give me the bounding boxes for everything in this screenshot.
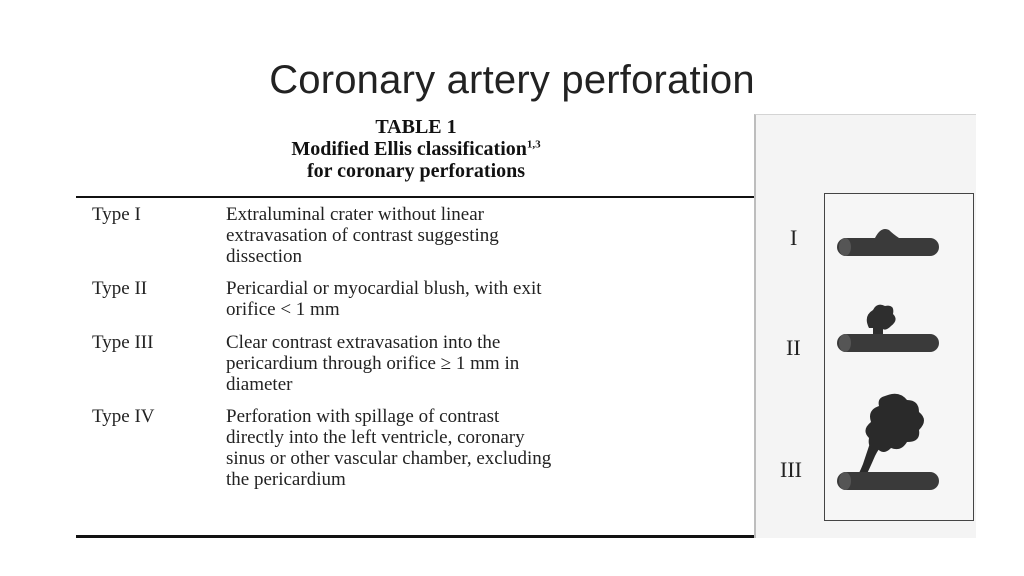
row-type: Type II — [92, 278, 148, 299]
row-description-line: the pericardium — [226, 469, 346, 490]
type-label-i: I — [790, 225, 798, 250]
table-caption-line1: TABLE 1 — [375, 116, 457, 138]
row-description-line: Extraluminal crater without linear — [226, 204, 484, 225]
table-caption — [76, 112, 756, 182]
vessel-type-ii-icon — [833, 298, 945, 358]
row-description-line: pericardium through orifice ≥ 1 mm in — [226, 353, 520, 374]
row-description-line: sinus or other vascular chamber, excluding — [226, 448, 552, 469]
row-description-line: Pericardial or myocardial blush, with exit — [226, 278, 542, 299]
row-description — [226, 332, 751, 395]
row-description — [226, 406, 751, 490]
row-description — [226, 204, 751, 267]
table-caption-line3: for coronary perforations — [306, 160, 526, 182]
table-top-rule — [76, 196, 756, 198]
perforation-diagram — [754, 114, 976, 538]
row-description-line: diameter — [226, 374, 293, 395]
row-type: Type I — [92, 204, 141, 225]
row-description-line: Perforation with spillage of contrast — [226, 406, 500, 427]
row-description-line: dissection — [226, 246, 302, 267]
row-description-line: extravasation of contrast suggesting — [226, 225, 499, 246]
type-label-iii: III — [780, 457, 802, 482]
row-description-line: orifice < 1 mm — [226, 299, 340, 320]
table-caption-superscript: 1,3 — [526, 138, 541, 151]
table-row — [76, 204, 756, 267]
table-rows — [76, 204, 756, 490]
diagram-frame — [824, 193, 974, 521]
row-type: Type III — [92, 332, 154, 353]
table-row — [76, 332, 756, 395]
table-caption-title: Modified Ellis classification — [291, 138, 527, 160]
table-row — [76, 278, 756, 320]
type-label-ii: II — [786, 335, 801, 360]
row-description-line: Clear contrast extravasation into the — [226, 332, 501, 353]
slide-title: Coronary artery perforation — [269, 58, 755, 102]
vessel-type-iii-icon — [833, 390, 945, 500]
table-caption-line2 — [76, 138, 756, 160]
row-description-line: directly into the left ventricle, coronary — [226, 427, 525, 448]
table-bottom-rule — [76, 535, 756, 538]
vessel-type-i-icon — [833, 222, 945, 262]
row-description — [226, 278, 751, 320]
classification-table — [76, 112, 756, 542]
row-type: Type IV — [92, 406, 155, 427]
table-row — [76, 406, 756, 490]
